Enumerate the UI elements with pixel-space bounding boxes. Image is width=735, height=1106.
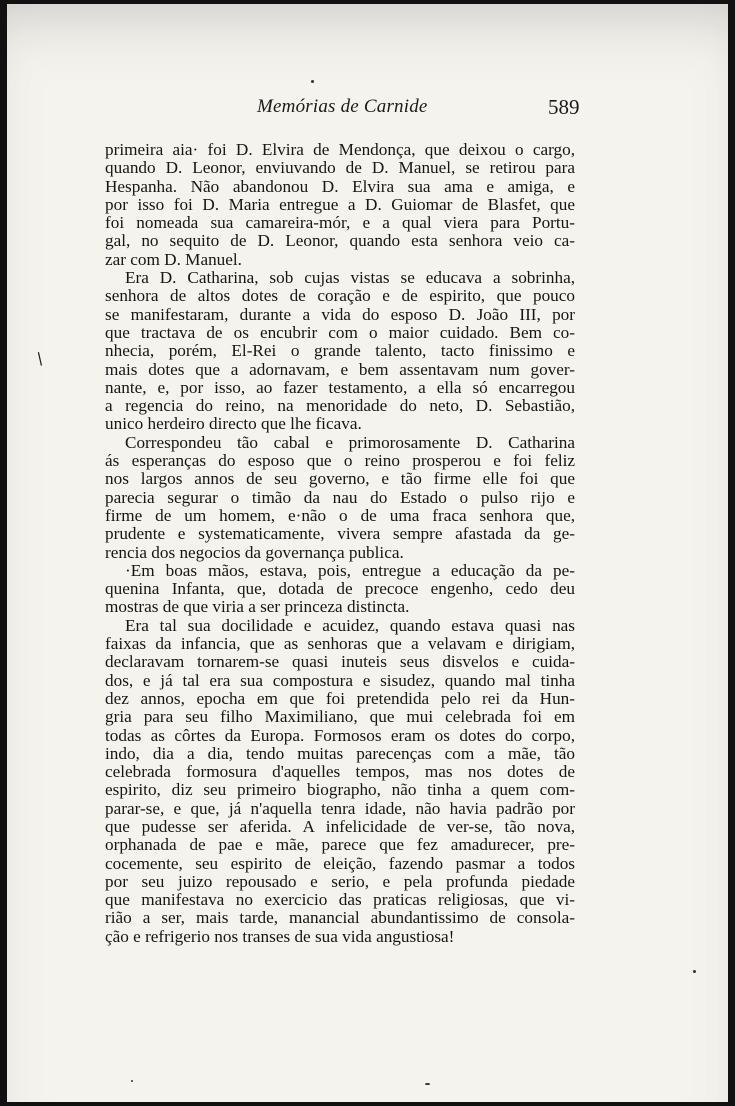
text-line: indo, dia a dia, tendo muitas parecenças com a mãe, tão bbox=[105, 743, 575, 763]
text-line: espirito, diz seu primeiro biographo, não tinha a quem com- bbox=[105, 780, 575, 800]
text-line: faixas da infancia, que as senhoras que a velavam e dirigiam, bbox=[105, 634, 575, 654]
text-line: quenina Infanta, que, dotada de precoce engenho, cedo deu bbox=[105, 579, 575, 599]
text-line: rião a ser, mais tarde, manancial abundantissimo de consola- bbox=[105, 908, 575, 928]
text-line: celebrada formosura d'aquelles tempos, mas nos dotes de bbox=[105, 762, 575, 782]
text-line: Hespanha. Não abandonou D. Elvira sua ama e amiga, e bbox=[105, 176, 575, 196]
page-header bbox=[7, 96, 728, 126]
running-title: Memórias de Carnide bbox=[257, 96, 428, 117]
text-line: declaravam tornarem-se quasi inuteis seus disvelos e cuida- bbox=[105, 652, 575, 672]
text-line: nhecia, porém, El-Rei o grande talento, tacto finissimo e bbox=[105, 341, 575, 361]
text-line: nos largos annos de seu governo, e tão firme elle foi que bbox=[105, 469, 575, 489]
text-line: zar com D. Manuel. bbox=[105, 249, 242, 269]
text-line: por isso foi D. Maria entregue a D. Guiomar de Blasfet, que bbox=[105, 194, 575, 214]
text-line: todas as côrtes da Europa. Formosos eram os dotes do corpo, bbox=[105, 725, 575, 745]
print-speck bbox=[693, 970, 696, 973]
text-line: mais dotes que a adornavam, e bem assentavam num gover- bbox=[105, 359, 575, 379]
text-line: firme de um homem, e·não o de uma fraca senhora que, bbox=[105, 505, 575, 525]
text-line: mostras de que viria a ser princeza distincta. bbox=[105, 597, 410, 617]
text-line: dos, e já tal era sua compostura e sisudez, quando mal tinha bbox=[105, 670, 575, 690]
text-line: Era tal sua docilidade e acuidez, quando estava quasi nas bbox=[125, 615, 575, 635]
page-number: 589 bbox=[548, 95, 580, 119]
text-line: orphanada de pae e mãe, parece que fez amadurecer, pre- bbox=[105, 835, 575, 855]
print-speck bbox=[131, 1080, 133, 1082]
text-line: gal, no sequito de D. Leonor, quando esta senhora veio ca- bbox=[105, 231, 575, 251]
print-speck bbox=[425, 1083, 430, 1085]
text-line: ção e refrigerio nos transes de sua vida angustiosa! bbox=[105, 926, 455, 946]
body-text bbox=[105, 141, 575, 946]
text-line: cocemente, seu espirito de eleição, fazendo pasmar a todos bbox=[105, 853, 575, 873]
text-line: foi nomeada sua camareira-mór, e a qual viera para Portu- bbox=[105, 213, 575, 233]
text-line: rencia dos negocios da governança publica. bbox=[105, 542, 404, 562]
text-line: quando D. Leonor, enviuvando de D. Manuel, se retirou para bbox=[105, 158, 575, 178]
text-line: a regencia do reino, na menoridade do neto, D. Sebastião, bbox=[105, 396, 575, 416]
text-line: nante, e, por isso, ao fazer testamento, a ella só encarregou bbox=[105, 377, 575, 397]
text-line: Correspondeu tão cabal e primorosamente D. Catharina bbox=[125, 432, 575, 452]
text-line: se manifestaram, durante a vida do esposo D. João III, por bbox=[105, 304, 575, 324]
text-line: Era D. Catharina, sob cujas vistas se educava a sobrinha, bbox=[125, 268, 575, 288]
text-line: que tractava de os encubrir com o maior cuidado. Bem co- bbox=[105, 322, 575, 342]
text-line: gria para seu filho Maximiliano, que mui celebrada foi em bbox=[105, 707, 575, 727]
text-line: dez annos, epocha em que foi pretendida pelo rei da Hun- bbox=[105, 688, 575, 708]
text-line: ás esperanças do esposo que o reino prosperou e foi feliz bbox=[105, 451, 575, 471]
text-line: que manifestava no exercicio das praticas religiosas, que vi- bbox=[105, 890, 575, 910]
text-line: senhora de altos dotes de coração e de espirito, que pouco bbox=[105, 286, 575, 306]
margin-mark: / bbox=[32, 348, 47, 369]
text-line: primeira aia· foi D. Elvira de Mendonça, que deixou o cargo, bbox=[105, 140, 575, 159]
text-line: unico herdeiro directo que lhe ficava. bbox=[105, 414, 362, 434]
book-page bbox=[7, 4, 728, 1102]
text-line: parar-se, e que, já n'aquella tenra idade, não havia padrão por bbox=[105, 798, 575, 818]
text-line: prudente e systematicamente, vivera sempre afastada da ge- bbox=[105, 524, 575, 544]
text-line: que pudesse ser aferida. A infelicidade de ver-se, tão nova, bbox=[105, 816, 575, 836]
print-speck bbox=[311, 80, 314, 83]
text-line: por seu juizo repousado e serio, e pela profunda piedade bbox=[105, 871, 575, 891]
text-line: parecia segurar o timão da nau do Estado o pulso rijo e bbox=[105, 487, 575, 507]
text-line: ·Em boas mãos, estava, pois, entregue a educação da pe- bbox=[125, 560, 575, 580]
